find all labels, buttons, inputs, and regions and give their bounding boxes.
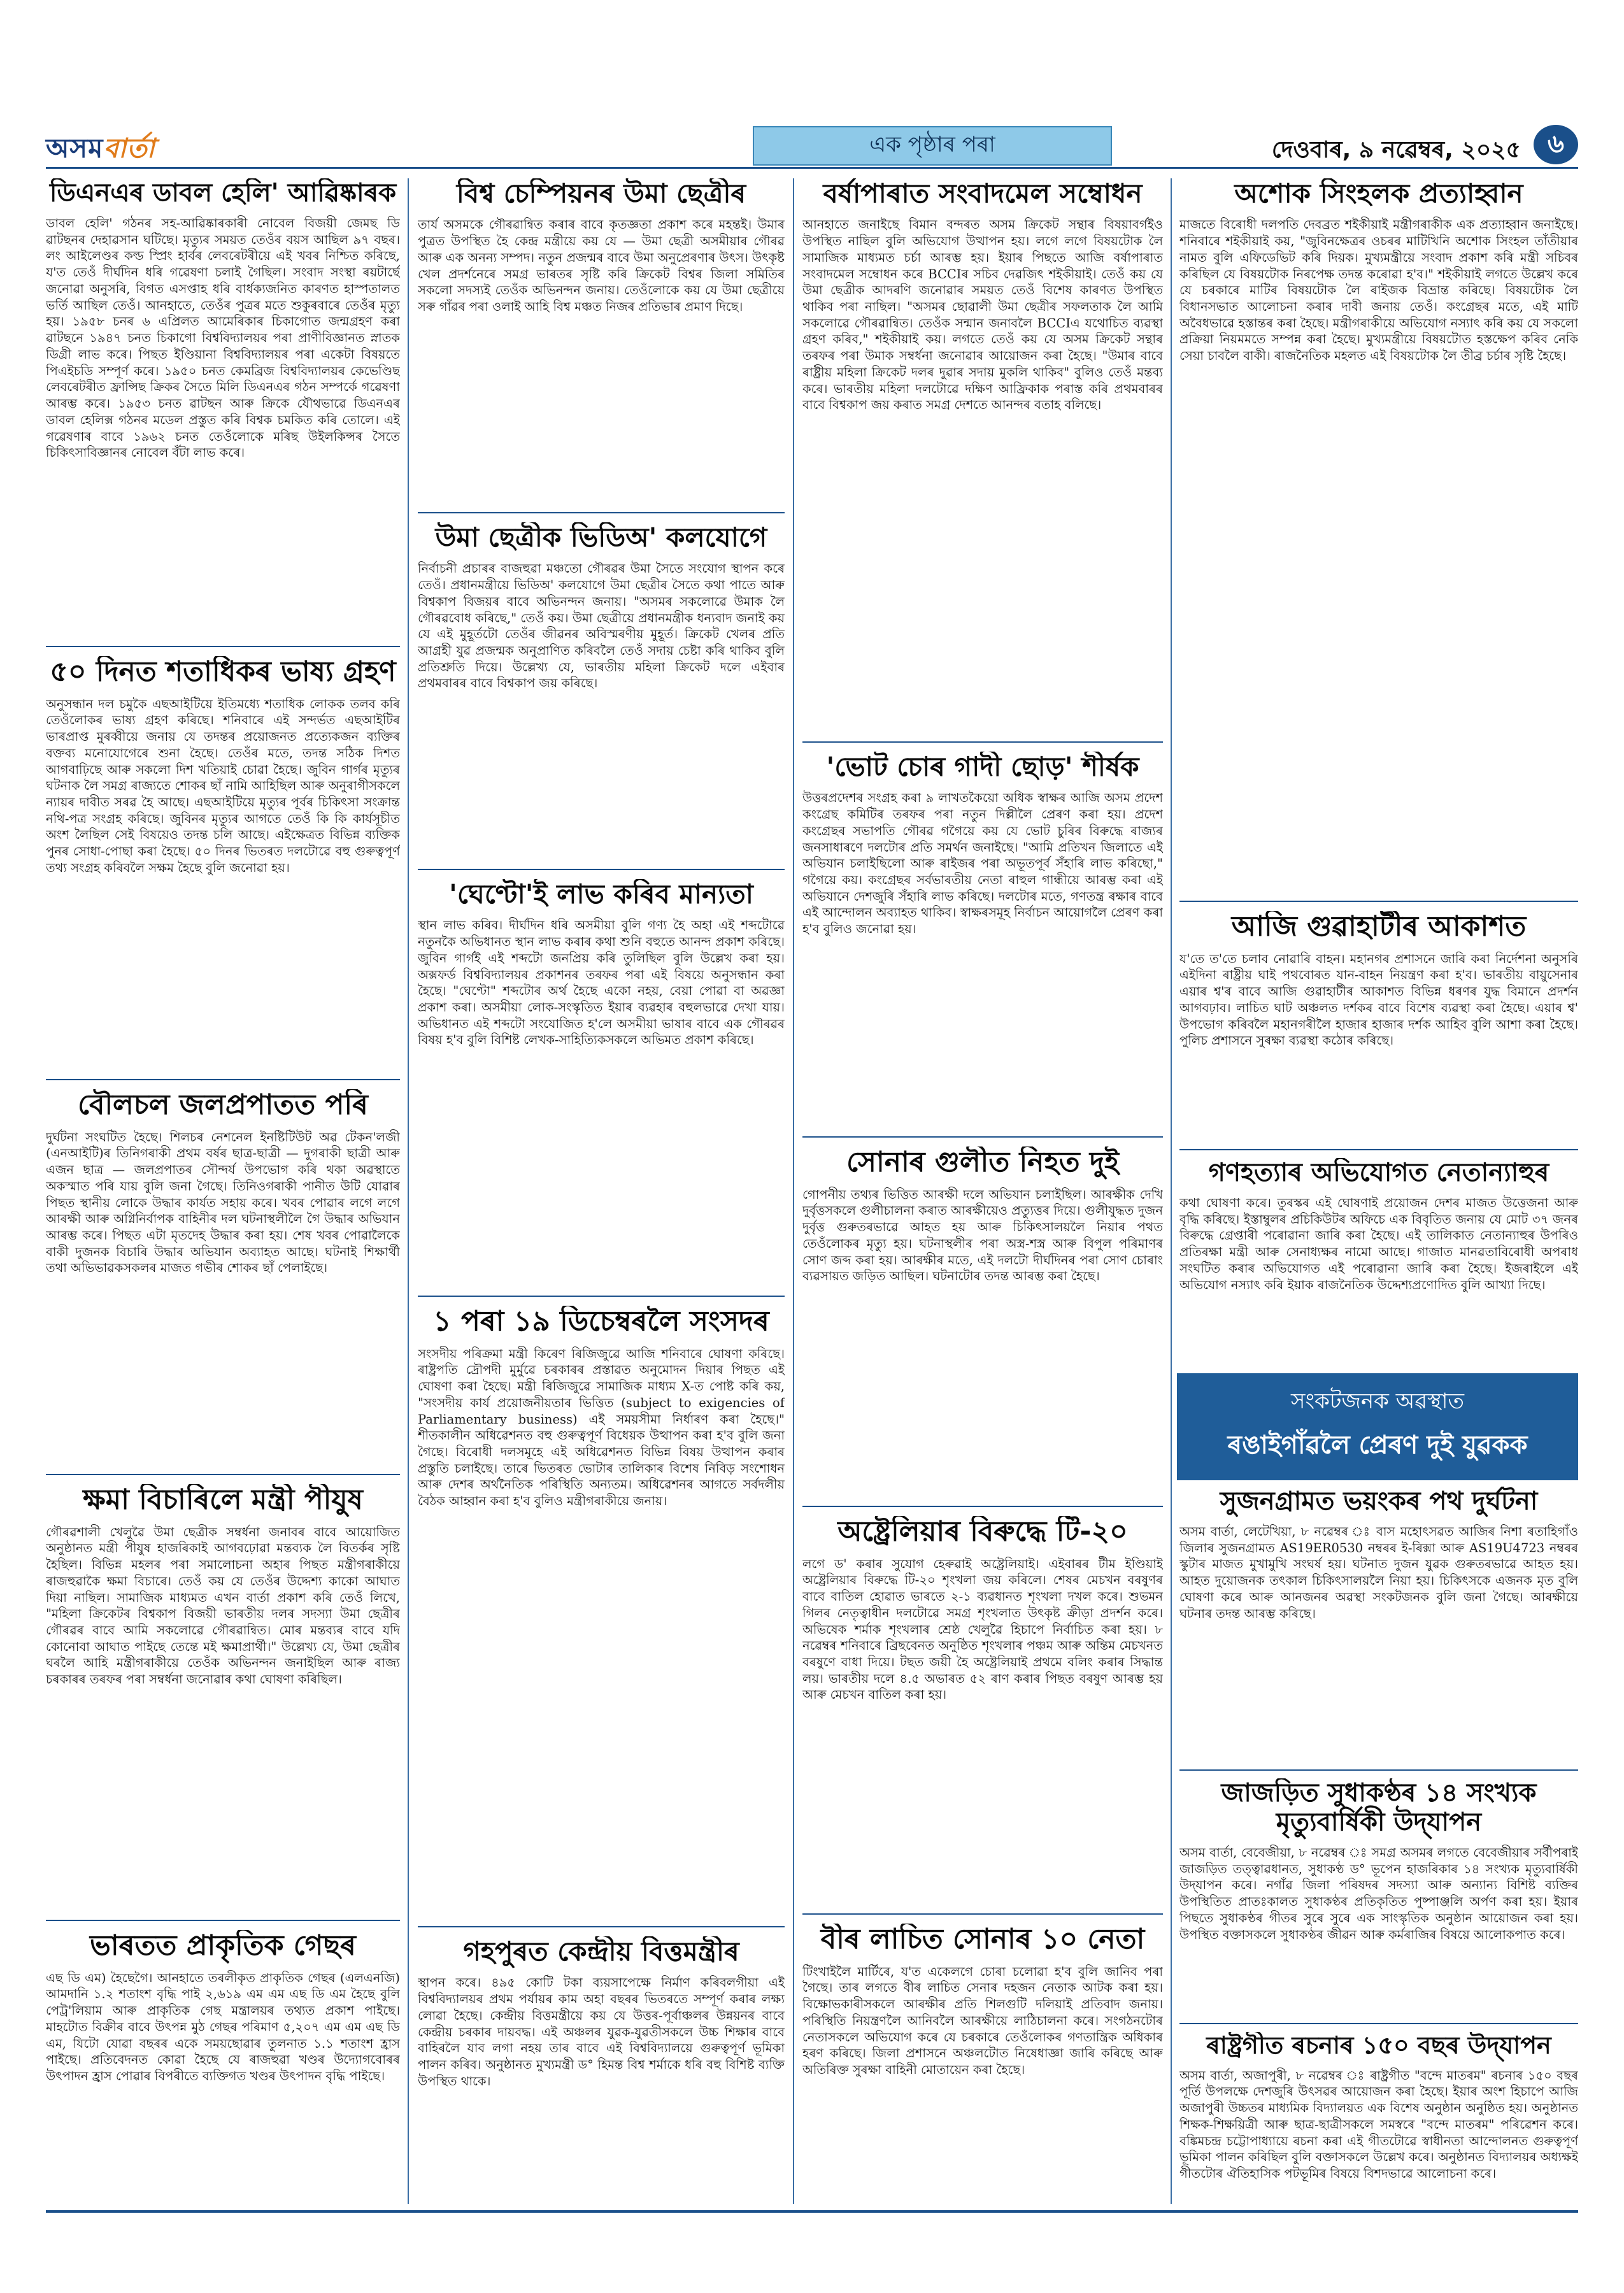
article-ghento — [418, 879, 785, 1293]
footer-rule — [46, 2210, 1578, 2213]
article-body: লগে ড' কৰাৰ সুযোগ হেৰুৱাই অষ্ট্ৰেলিয়াই। এইবাৰৰ টীম ইণ্ডিয়াই অষ্ট্ৰেলিয়াৰ বিৰুদ্ধে টি-২০ শৃংখলা জয় কৰিলে। শেষৰ মেচখন বৰষুণৰ বাবে বাতিল হোৱাত ভাৰতে ২-১ ব্যৱধানত শৃংখলা দখল কৰে। শুভমন গিলৰ নেতৃত্বাধীন দলটোৱে সমগ্ৰ শৃংখলাত উৎকৃষ্ট ক্ৰীড়া প্ৰদৰ্শন কৰে। অভিষেক শৰ্মাক শৃংখলাৰ শ্ৰেষ্ঠ খেলুৱৈ হিচাপে নিৰ্বাচিত কৰা হয়। ৮ নৱেম্বৰ শনিবাৰে ব্ৰিছবেনত অনুষ্ঠিত শৃংখলাৰ পঞ্চম আৰু অন্তিম মেচখনত বৰষুণে বাধা দিয়ে। টছত জয়ী হৈ অষ্ট্ৰেলিয়াই প্ৰথমে বলিং কৰাৰ সিদ্ধান্ত লয়। ভাৰতীয় দলে ৪.৫ অভাৰত ৫২ ৰাণ কৰাৰ পিছত বৰষুণ আৰম্ভ হয় আৰু মেচখন বাতিল কৰা হয়। — [802, 1556, 1163, 1703]
column-divider — [793, 178, 794, 2204]
headline: সুজনগ্ৰামত ভয়ংকৰ পথ দুৰ্ঘটনা — [1220, 1487, 1538, 1516]
logo-main: অসম — [46, 132, 104, 164]
section-divider — [46, 646, 400, 647]
article-press-conference — [802, 178, 1163, 739]
article-body: গৌৰৱশালী খেলুৱৈ উমা ছেত্ৰীক সম্বৰ্ধনা জনাবৰ বাবে আয়োজিত অনুষ্ঠানত মন্ত্ৰী পীযুষ হাজৰিকাই আগবঢ়োৱা মন্তব্যক লৈ বিতৰ্কৰ সৃষ্টি হৈছিল। বিভিন্ন মহলৰ পৰা সমালোচনা অহাৰ পিছত মন্ত্ৰীগৰাকীয়ে ৰাজহুৱাকৈ ক্ষমা বিচাৰে। তেওঁ কয় যে তেওঁৰ উদ্দেশ্য কাকো আঘাত দিয়া নাছিল। সামাজিক মাধ্যমত এখন বাৰ্তা প্ৰকাশ কৰি তেওঁ লিখে, "মহিলা ক্ৰিকেটৰ বিশ্বকাপ বিজয়ী ভাৰতীয় দলৰ সদস্যা উমা ছেত্ৰীৰ গৌৰৱৰ বাবে আমি সকলোৱে গৌৰৱান্বিত। মোৰ মন্তব্যৰ বাবে যদি কোনোবা আঘাত পাইছে তেন্তে মই ক্ষমাপ্ৰাৰ্থী।" উল্লেখ্য যে, উমা ছেত্ৰীৰ ঘৰলৈ আহি মন্ত্ৰীগৰাকীয়ে তেওঁক অভিনন্দন জনাইছিল আৰু ৰাজ্য চৰকাৰৰ তৰফৰ পৰা সম্বৰ্ধনা জনোৱাৰ কথা ঘোষণা কৰিছিল। — [46, 1524, 400, 1687]
headline: ৫০ দিনত শতাধিকৰ ভাষ্য গ্ৰহণ — [50, 656, 396, 688]
highlight-banner — [1177, 1373, 1578, 1480]
article-body: গোপনীয় তথ্যৰ ভিত্তিত আৰক্ষী দলে অভিযান চলাইছিল। আৰক্ষীক দেখি দুৰ্বৃত্তসকলে গুলীচালনা কৰাত আৰক্ষীয়েও প্ৰত্যুত্তৰ দিয়ে। গুলীযুদ্ধত দুজন দুৰ্বৃত্ত গুৰুতৰভাৱে আহত হয় আৰু চিকিৎসালয়লৈ নিয়াৰ পথত তেওঁলোকৰ মৃত্যু হয়। ঘটনাস্থলীৰ পৰা অস্ত্ৰ-শস্ত্ৰ আৰু বিপুল পৰিমাণৰ সোণ জব্দ কৰা হয়। আৰক্ষীৰ মতে, এই দলটো দীৰ্ঘদিনৰ পৰা সোণ চোৰাং ব্যৱসায়ত জড়িত আছিল। ঘটনাটোৰ তদন্ত আৰম্ভ কৰা হৈছে। — [802, 1187, 1163, 1284]
article-national-anthem — [1179, 2032, 1578, 2204]
page-number: ৬ — [1534, 125, 1578, 164]
article-dna — [46, 178, 400, 643]
headline: সোনাৰ গুলীত নিহত দুই — [846, 1146, 1119, 1178]
article-uma-video-call — [418, 522, 785, 866]
article-body: তাৰ্য অসমকে গৌৰৱান্বিত কৰাৰ বাবে কৃতজ্ঞতা প্ৰকাশ কৰে মহন্তই। উমাৰ পুত্ৰত উপস্থিত হৈ কেন্দ্ৰ মন্ত্ৰীয়ে কয় যে — উমা ছেত্ৰী অসমীয়াৰ গৌৰৱ আৰু এক অনন্য সম্পদ। নতুন প্ৰজন্মৰ বাবে উমা অনুপ্ৰেৰণাৰ উৎস। উৎকৃষ্ট খেল প্ৰদৰ্শনেৰে সমগ্ৰ ভাৰতৰ সৃষ্টি কৰি ক্ৰিকেট বিশ্বৰ জিলা সমিতিৰ সকলো সদস্যই তেওঁক অভিনন্দন জনায়। তেওঁলোকে কয় যে উমা ছেত্ৰীয়ে সৰু গাঁৱৰ পৰা ওলাই আহি বিশ্ব মঞ্চত নিজৰ প্ৰতিভাৰ প্ৰমাণ দিছে। — [418, 217, 785, 314]
headline: আজি গুৱাহাটীৰ আকাশত — [1231, 911, 1527, 943]
article-body: য'তে ত'তে চলাব নোৱাৰি বাহন। মহানগৰ প্ৰশাসনে জাৰি কৰা নিৰ্দেশনা অনুসৰি এইদিনা ৰাষ্ট্ৰীয় ঘাই পথবোৰত যান-বাহন নিয়ন্ত্ৰণ কৰা হ'ব। ভাৰতীয় বায়ুসেনাৰ এয়াৰ শ্ব'ৰ বাবে আজি গুৱাহাটীৰ আকাশত বিভিন্ন ধৰণৰ যুদ্ধ বিমানে প্ৰদৰ্শন আগবঢ়াব। লাচিত ঘাট অঞ্চলত দৰ্শকৰ বাবে বিশেষ ব্যৱস্থা কৰা হৈছে। এয়াৰ শ্ব' উপভোগ কৰিবলৈ মহানগৰীলৈ হাজাৰ হাজাৰ দৰ্শক আহিব বুলি আশা কৰা হৈছে। পুলিচ প্ৰশাসনে সুৰক্ষা ব্যৱস্থা কঠোৰ কৰিছে। — [1179, 951, 1578, 1048]
article-body: স্থান লাভ কৰিব। দীৰ্ঘদিন ধৰি অসমীয়া বুলি গণ্য হৈ অহা এই শব্দটোৱে নতুনকৈ অভিধানত স্থান লাভ কৰাৰ কথা শুনি বহুতে আনন্দ প্ৰকাশ কৰিছে। জুবিন গাৰ্গই এই শব্দটো জনপ্ৰিয় কৰি তুলিছিল বুলি উল্লেখ কৰা হয়। অক্সফৰ্ড বিশ্ববিদ্যালয়ৰ প্ৰকাশনৰ তৰফৰ পৰা এই বিষয়ে অনুসন্ধান কৰা হৈছে। "ঘেণ্টো" শব্দটোৰ অৰ্থ হৈছে একো নহয়, বেয়া পোৱা বা অৱজ্ঞা প্ৰকাশ কৰা। অসমীয়া লোক-সংস্কৃতিত ইয়াৰ ব্যৱহাৰ বহুলভাৱে দেখা যায়। অভিধানত এই শব্দটো সংযোজিত হ'লে অসমীয়া ভাষাৰ বাবে এক গৌৰৱৰ বিষয় হ'ব বুলি বিশিষ্ট লেখক-সাহিত্যিকসকলে অভিমত প্ৰকাশ কৰিছে। — [418, 918, 785, 1048]
section-divider — [802, 1136, 1163, 1138]
article-body: মাজতে বিৰোধী দলপতি দেবব্ৰত শইকীয়াই মন্ত্ৰীগৰাকীক এক প্ৰত্যাহ্বান জনাইছে। শনিবাৰে শইকীয়াই কয়, "জুবিনক্ষেত্ৰৰ ওচৰৰ মাটিখিনি অশোক সিংহল তাঁতীয়াৰ নামত বুলি এফিডেভিট কৰি দিয়ক। মুখ্যমন্ত্ৰীয়ে সংবাদ প্ৰকাশ কৰি মন্ত্ৰী সচিবৰ কৰিছিল যে বিষয়টোক নিৰপেক্ষ তদন্ত কৰোৱা হ'ব।" শইকীয়াই লগতে উল্লেখ কৰে যে চৰকাৰে মাটিৰ বিষয়টোক লৈ ৰাইজক বিভ্ৰান্ত কৰিছে। বিষয়টোক লৈ বিধানসভাত আলোচনা কৰাৰ দাবী জনায় তেওঁ। কংগ্ৰেছৰ মতে, এই মাটি অবৈধভাৱে হস্তান্তৰ কৰা হৈছে। মন্ত্ৰীগৰাকীয়ে অভিযোগ নস্যাৎ কৰি কয় যে সকলো প্ৰক্ৰিয়া নিয়মমতে সম্পন্ন কৰা হৈছে। মুখ্যমন্ত্ৰীয়ে বিষয়টোত হস্তক্ষেপ কৰিব নেকি সেয়া চাবলৈ বাকী। ৰাজনৈতিক মহলত এই বিষয়টোক লৈ তীব্ৰ চৰ্চাৰ সৃষ্টি হৈছে। — [1179, 217, 1578, 364]
article-finance-minister — [418, 1936, 785, 2204]
article-sudhakantha — [1179, 1778, 1578, 2020]
article-body: অনুসন্ধান দল চমুকৈ এছআইটিয়ে ইতিমধ্যে শতাধিক লোকক তলব কৰি তেওঁলোকৰ ভাষ্য গ্ৰহণ কৰিছে। শনিবাৰে এই সন্দৰ্ভত এছআইটিৰ ভাৰপ্ৰাপ্ত মুৰব্বীয়ে জনায় যে তদন্তৰ প্ৰয়োজনত প্ৰত্যেকজন ব্যক্তিৰ বক্তব্য মনোযোগেৰে শুনা হৈছে। তেওঁৰ মতে, তদন্ত সঠিক দিশত আগবাঢ়িছে আৰু সকলো দিশ খতিয়াই চোৱা হৈছে। জুবিন গাৰ্গৰ মৃত্যুৰ ঘটনাক লৈ সমগ্ৰ ৰাজ্যতে শোকৰ ছাঁ নামি আহিছিল আৰু অনুৰাগীসকলে ন্যায়ৰ দাবীত সৰৱ হৈ আছে। এছআইটিয়ে মৃত্যুৰ পূৰ্বৰ চিকিৎসা সংক্ৰান্ত নথি-পত্ৰ সংগ্ৰহ কৰিছে। জুবিনৰ মৃত্যুৰ আগতে তেওঁ কি কি কাৰ্যসূচীত অংশ লৈছিল সেই বিষয়েও তদন্ত চলি আছে। এইক্ষেত্ৰত বিভিন্ন ব্যক্তিক পুনৰ সোধা-পোছা কৰা হৈছে। ৫০ দিনৰ ভিতৰত দলটোৱে বহু গুৰুত্বপূৰ্ণ তথ্য সংগ্ৰহ কৰিবলৈ সক্ষম হৈছে বুলি জনোৱা হয়। — [46, 696, 400, 875]
section-divider — [418, 512, 785, 513]
section-divider — [418, 869, 785, 870]
article-body: কথা ঘোষণা কৰে। তুৰস্কৰ এই ঘোষণাই প্ৰয়োজন দেশৰ মাজত উত্তেজনা আৰু বৃদ্ধি কৰিছে। ইস্তাম্বুলৰ প্ৰচিকিউটৰ অফিচে এক বিবৃতিত জনায় যে মোট ৩৭ জনৰ বিৰুদ্ধে গ্ৰেপ্তাৰী পৰোৱানা জাৰি কৰা হৈছে। এই তালিকাত নেতান্যাহুৰ উপৰিও প্ৰতিৰক্ষা মন্ত্ৰী আৰু সেনাধ্যক্ষৰ নামো আছে। গাজাত মানৱতাবিৰোধী অপৰাধ সংঘটিত কৰাৰ অভিযোগত এই পৰোৱানা জাৰি কৰা হৈছে। ইজৰাইলে এই অভিযোগ নস্যাৎ কৰি ইয়াক ৰাজনৈতিক উদ্দেশ্যপ্ৰণোদিত বুলি আখ্যা দিছে। — [1179, 1196, 1578, 1292]
headline: ক্ষমা বিচাৰিলে মন্ত্ৰী পীযুষ — [83, 1484, 363, 1516]
article-uma-world-champion — [418, 178, 785, 510]
article-body: দুৰ্ঘটনা সংঘটিত হৈছে। শিলচৰ নেশনেল ইনষ্টিটিউট অৱ টেকন'লজী (এনআইটি)ৰ তিনিগৰাকী প্ৰথম বৰ্ষৰ ছাত্ৰ-ছাত্ৰী — দুগৰাকী ছাত্ৰী আৰু এজন ছাত্ৰ — জলপ্ৰপাতৰ সৌন্দৰ্য উপভোগ কৰি থকা অৱস্থাতে অকস্মাত পৰি যায় বুলি জনা গৈছে। তিনিওগৰাকী পানীত উটি যোৱাৰ পিছত স্থানীয় লোকে উদ্ধাৰ কাৰ্যত সহায় কৰে। খবৰ পোৱাৰ লগে লগে আৰক্ষী আৰু অগ্নিনিৰ্বাপক বাহিনীৰ দল ঘটনাস্থলীলৈ গৈ উদ্ধাৰ অভিযান আৰম্ভ কৰে। পিছত এটা মৃতদেহ উদ্ধাৰ কৰা হয়। শেষ খবৰ পোৱালৈকে বাকী দুজনক বিচাৰি উদ্ধাৰ অভিযান অব্যাহত আছে। ঘটনাই শিক্ষাৰ্থী তথা অভিভাৱকসকলৰ মাজত গভীৰ শোকৰ ছাঁ পেলাইছে। — [46, 1129, 400, 1276]
page-date: দেওবাৰ, ৯ নৱেম্বৰ, ২০২৫ — [1271, 137, 1521, 163]
article-waterfall — [46, 1089, 400, 1471]
headline: ১ পৰা ১৯ ডিচেম্বৰলৈ সংসদৰ — [433, 1306, 769, 1338]
section-divider — [802, 1913, 1163, 1915]
headline: বিশ্ব চেম্পিয়নৰ উমা ছেত্ৰীৰ — [456, 178, 746, 209]
article-australia-t20 — [802, 1516, 1163, 1911]
article-fifty-days — [46, 656, 400, 1076]
section-divider — [1179, 1149, 1578, 1150]
section-divider — [46, 1920, 400, 1921]
column-divider — [1171, 178, 1172, 2204]
headline: অষ্ট্ৰেলিয়াৰ বিৰুদ্ধে টি-২০ — [837, 1516, 1128, 1548]
article-guwahati-sky — [1179, 911, 1578, 1146]
headline: বৌলচল জলপ্ৰপাতত পৰি — [78, 1089, 368, 1121]
headline: ৰাষ্ট্ৰগীত ৰচনাৰ ১৫০ বছৰ উদ্‌যাপন — [1206, 2032, 1551, 2059]
section-divider — [46, 1079, 400, 1080]
banner-line-1: সংকটজনক অৱস্থাত — [1291, 1389, 1464, 1414]
article-body: উত্তৰপ্ৰদেশৰ সংগ্ৰহ কৰা ৯ লাখতকৈয়ো অধিক স্বাক্ষৰ আজি অসম প্ৰদেশ কংগ্ৰেছ কমিটিৰ তৰফৰ পৰা নতুন দিল্লীলৈ প্ৰেৰণ কৰা হয়। প্ৰদেশ কংগ্ৰেছৰ সভাপতি গৌৰৱ গগৈয়ে কয় যে ভোট চুৰিৰ বিৰুদ্ধে ৰাজ্যৰ জনসাধাৰণে দলটোৰ প্ৰতি সমৰ্থন জনাইছে। "আমি প্ৰতিখন জিলাতে এই অভিযান চলাইছিলো আৰু ৰাইজৰ পৰা অভূতপূৰ্ব সঁহাৰি লাভ কৰিছো," গগৈয়ে কয়। কংগ্ৰেছৰ সৰ্বভাৰতীয় নেতা ৰাহুল গান্ধীয়ে আৰম্ভ কৰা এই অভিযানে দেশজুৰি সঁহাৰি লাভ কৰিছে। দলটোৰ মতে, গণতন্ত্ৰ ৰক্ষাৰ বাবে এই আন্দোলন অব্যাহত থাকিব। স্বাক্ষৰসমূহ নিৰ্বাচন আয়োগলৈ প্ৰেৰণ কৰা হ'ব বুলিও জনোৱা হয়। — [802, 790, 1163, 937]
headline: গণহত্যাৰ অভিযোগত নেতান্যাহুৰ — [1208, 1158, 1549, 1187]
article-body: অসম বাৰ্তা, লেটেখিয়া, ৮ নৱেম্বৰ ঃ বাস মহোৎসৱত আজিৰ নিশা ৰতাহিগাঁও জিলাৰ সুজনগ্ৰামত AS19ER0530 নম্বৰৰ ই-ৰিক্সা আৰু AS19U4723 নম্বৰৰ স্কুটাৰ মাজত মুখামুখি সংঘৰ্ষ হয়। ঘটনাত দুজন যুৱক গুৰুতৰভাৱে আহত হয়। আহত দুয়োজনক তৎকাল চিকিৎসালয়লৈ নিয়া হয়। চিকিৎসকে এজনক মৃত বুলি ঘোষণা কৰে আৰু আনজনৰ অৱস্থা সংকটজনক বুলি জনা গৈছে। আৰক্ষীয়ে ঘটনাৰ তদন্ত আৰম্ভ কৰিছে। — [1179, 1524, 1578, 1621]
section-divider — [46, 1474, 400, 1475]
masthead — [46, 125, 1578, 169]
article-body: ডাবল হেলি' গঠনৰ সহ-আৱিষ্কাৰকাৰী নোবেল বিজয়ী জেমছ ডি ৱাটছনৰ দেহাৱসান ঘটিছে। মৃত্যুৰ সময়ত তেওঁৰ বয়স আছিল ৯৭ বছৰ। লং আইলেণ্ডৰ কল্ড স্প্ৰিং হাৰ্বৰ লেবৰেটৰীয়ে এই খবৰ নিশ্চিত কৰিছে, য'ত তেওঁ দীৰ্ঘদিন ধৰি গৱেষণা চলাই গৈছিল। সংবাদ সংস্থা ৰয়টাৰ্ছে জনোৱা অনুসৰি, বিগত এসপ্তাহ ধৰি বাৰ্ধক্যজনিত কাৰণত হাস্পতালত ভৰ্তি আছিল তেওঁ। আনহাতে, তেওঁৰ পুত্ৰৰ মতে শুকুৰবাৰে তেওঁৰ মৃত্যু হয়। ১৯৫৮ চনৰ ৬ এপ্ৰিলত আমেৰিকাৰ চিকাগোত জন্মগ্ৰহণ কৰা ৱাটছনে ১৯৪৭ চনত চিকাগো বিশ্ববিদ্যালয়ৰ পৰা প্ৰাণীবিজ্ঞানত স্নাতক ডিগ্ৰী লাভ কৰে। পিছত ইণ্ডিয়ানা বিশ্ববিদ্যালয়ৰ পৰা একেটা বিষয়তে পিএইচডি সম্পূৰ্ণ কৰে। ১৯৫০ চনত কেমব্ৰিজ বিশ্ববিদ্যালয়ৰ কেভেণ্ডিছ লেবৰেটৰীত ফ্ৰান্সিছ ক্ৰিকৰ সৈতে মিলি ডিএনএৰ গঠন সম্পৰ্কে গৱেষণা আৰম্ভ কৰে। ১৯৫৩ চনত ৱাটছন আৰু ক্ৰিকে যৌথভাৱে ডিএনএৰ ডাবল হেলিক্স গঠনৰ মডেল প্ৰস্তুত কৰি বিশ্বক চমকিত কৰি তোলে। এই গৱেষণাৰ বাবে ১৯৬২ চনত তেওঁলোকে মৰিছ উইলকিন্সৰ সৈতে চিকিৎসাবিজ্ঞানৰ নোবেল বঁটা লাভ কৰে। — [46, 216, 400, 461]
headline: উমা ছেত্ৰীক ভিডিঅ' কলযোগে — [435, 522, 767, 553]
article-body: নিৰ্বাচনী প্ৰচাৰৰ বাজহুৱা মঞ্চতো গৌৰৱৰ উমা সৈতে সংযোগ স্থাপন কৰে তেওঁ। প্ৰধানমন্ত্ৰীয়ে ভিডিঅ' কলযোগে উমা ছেত্ৰীৰ সৈতে কথা পাতে আৰু বিশ্বকাপ বিজয়ৰ বাবে অভিনন্দন জনায়। "অসমৰ সকলোৱে উমাক লৈ গৌৰৱবোধ কৰিছে," তেওঁ কয়। উমা ছেত্ৰীয়ে প্ৰধানমন্ত্ৰীক ধন্যবাদ জনাই কয় যে এই মুহূৰ্তটো তেওঁৰ জীৱনৰ অবিস্মৰণীয় মুহূৰ্ত। ক্ৰিকেট খেলৰ প্ৰতি আগ্ৰহী যুৱ প্ৰজন্মক অনুপ্ৰাণিত কৰিবলৈ তেওঁ সদায় চেষ্টা কৰি থাকিব বুলি প্ৰতিশ্ৰুতি দিয়ে। উল্লেখ্য যে, ভাৰতীয় মহিলা ক্ৰিকেট দলে এইবাৰ প্ৰথমবাৰৰ বাবে বিশ্বকাপ জয় কৰিছে। — [418, 561, 785, 691]
continued-from-front-tag: এক পৃষ্ঠাৰ পৰা — [753, 126, 1112, 166]
headline: বৰ্ষাপাৰাত সংবাদমেল সম্বোধন — [823, 178, 1143, 209]
article-parliament-session — [418, 1306, 785, 1924]
newspaper-logo — [46, 127, 237, 162]
article-lachit-sena — [802, 1924, 1163, 2204]
headline: ডিএনএৰ ডাবল হেলি' আৱিষ্কাৰক — [49, 178, 397, 208]
article-gold-bullet — [802, 1146, 1163, 1503]
section-divider — [418, 1296, 785, 1297]
headline: 'ঘেণ্টো'ই লাভ কৰিব মান্যতা — [449, 879, 753, 910]
article-vote-thief — [802, 752, 1163, 1134]
section-divider — [802, 741, 1163, 743]
article-road-accident — [1179, 1487, 1578, 1767]
logo-accent: বাৰ্তা — [103, 132, 155, 164]
section-divider — [802, 1506, 1163, 1507]
article-body: স্থাপন কৰে। ৪৯৫ কোটি টকা ব্যয়সাপেক্ষে নিৰ্মাণ কৰিবলগীয়া এই বিশ্ববিদ্যালয়ৰ প্ৰথম পৰ্যায়ৰ কাম অহা বছৰৰ ভিতৰতে সম্পূৰ্ণ কৰাৰ লক্ষ্য লোৱা হৈছে। কেন্দ্ৰীয় বিত্তমন্ত্ৰীয়ে কয় যে উত্তৰ-পূৰ্বাঞ্চলৰ উন্নয়নৰ বাবে কেন্দ্ৰীয় চৰকাৰ দায়বদ্ধ। এই অঞ্চলৰ যুৱক-যুৱতীসকলে উচ্চ শিক্ষাৰ বাবে বাহিৰলৈ যাব লগা নহয় তাৰ বাবে এই বিশ্ববিদ্যালয়ে গুৰুত্বপূৰ্ণ ভূমিকা পালন কৰিব। অনুষ্ঠানত মুখ্যমন্ত্ৰী ড° হিমন্ত বিশ্ব শৰ্মাকে ধৰি বহু বিশিষ্ট ব্যক্তি উপস্থিত থাকে। — [418, 1975, 785, 2089]
section-divider — [418, 1926, 785, 1927]
headline: গহপুৰত কেন্দ্ৰীয় বিত্তমন্ত্ৰীৰ — [463, 1936, 739, 1967]
article-minister-apology — [46, 1484, 400, 1917]
article-body: অসম বাৰ্তা, বেবেজীয়া, ৮ নৱেম্বৰ ঃ সমগ্ৰ অসমৰ লগতে বেবেজীয়াৰ সৰ্বীপৰাই জাজড়িত তত্ত্বাৱধানত, সুধাকণ্ঠ ড° ভূপেন হাজৰিকাৰ ১৪ সংখ্যক মৃত্যুবাৰ্ষিকী উদ্‌যাপন কৰে। নগাঁৱ জিলা পৰিষদৰ সদস্যা আৰু অন্যান্য বিশিষ্ট ব্যক্তিৰ উপস্থিতিত প্ৰাতঃকালত সুধাকণ্ঠৰ প্ৰতিকৃতিত পুষ্পাঞ্জলি অৰ্পণ কৰা হয়। ইয়াৰ পিছতে সুধাকণ্ঠৰ গীতৰ সুৰে সুৰে এক সাংস্কৃতিক অনুষ্ঠান আয়োজন কৰা হয়। উপস্থিত বক্তাসকলে সুধাকণ্ঠৰ জীৱন আৰু কৰ্মৰাজিৰ বিষয়ে আলোকপাত কৰে। — [1179, 1845, 1578, 1942]
article-body: সংসদীয় পৰিক্ৰমা মন্ত্ৰী কিৰেণ ৰিজিজুৱে আজি শনিবাৰে ঘোষণা কৰিছে। ৰাষ্ট্ৰপতি দ্ৰৌপদী মুৰ্মুৱে চৰকাৰৰ প্ৰস্তাৱত অনুমোদন দিয়াৰ পিছত এই ঘোষণা কৰা হৈছে। মন্ত্ৰী ৰিজিজুৱে সামাজিক মাধ্যম X-ত পোষ্ট কৰি কয়, "সংসদীয় কাৰ্য প্ৰয়োজনীয়তাৰ ভিত্তিত (subject to exigencies of Parliamentary business) এই সময়সীমা নিৰ্ধাৰণ কৰা হৈছে।" শীতকালীন অধিৱেশনত বহু গুৰুত্বপূৰ্ণ বিধেয়ক উত্থাপন কৰা হ'ব বুলি জনা গৈছে। বিৰোধী দলসমূহে এই অধিৱেশনত বিভিন্ন বিষয় উত্থাপন কৰাৰ প্ৰস্তুতি চলাইছে। তাৰে ভিতৰত ভোটাৰ তালিকাৰ বিশেষ নিবিড় সংশোধন আৰু দেশৰ অৰ্থনৈতিক পৰিস্থিতি অন্যতম। অধিৱেশনৰ আগতে সৰ্বদলীয় বৈঠক আহ্বান কৰা হ'ব বুলিও মন্ত্ৰীগৰাকীয়ে জনায়। — [418, 1346, 785, 1509]
banner-line-2: ৰঙাইগাঁৱলৈ প্ৰেৰণ দুই যুৱকক — [1227, 1431, 1528, 1460]
article-netanyahu — [1179, 1158, 1578, 1368]
headline: ভাৰতত প্ৰাকৃতিক গেছৰ — [90, 1930, 356, 1962]
section-divider — [1179, 2023, 1578, 2024]
section-divider — [1179, 1769, 1578, 1771]
headline: অশোক সিংহলক প্ৰত্যাহ্বান — [1234, 178, 1523, 209]
article-body: অসম বাৰ্তা, অজাপুৰী, ৮ নৱেম্বৰ ঃ ৰাষ্ট্ৰগীত "বন্দে মাতৰম" ৰচনাৰ ১৫০ বছৰ পূৰ্তি উপলক্ষে দেশজুৰি উৎসৱৰ আয়োজন কৰা হৈছে। ইয়াৰ অংশ হিচাপে আজি অজাপুৰী উচ্চতৰ মাধ্যমিক বিদ্যালয়ত এক বিশেষ অনুষ্ঠান অনুষ্ঠিত হয়। অনুষ্ঠানত শিক্ষক-শিক্ষয়িত্ৰী আৰু ছাত্ৰ-ছাত্ৰীসকলে সমস্বৰে "বন্দে মাতৰম" পৰিৱেশন কৰে। বঙ্কিমচন্দ্ৰ চট্টোপাধ্যায়ে ৰচনা কৰা এই গীতটোৱে স্বাধীনতা আন্দোলনত গুৰুত্বপূৰ্ণ ভূমিকা পালন কৰিছিল বুলি বক্তাসকলে উল্লেখ কৰে। অনুষ্ঠানত বিদ্যালয়ৰ অধ্যক্ষই গীতটোৰ ঐতিহাসিক পটভূমিৰ বিষয়ে বিশদভাৱে আলোচনা কৰে। — [1179, 2068, 1578, 2182]
section-divider — [1179, 901, 1578, 902]
article-body: টিংখাইলৈ মাৰ্টিৰে, য'ত একেলগে চোৰা চলোৱা হ'ব বুলি জানিব পৰা গৈছে। তাৰ লগতে বীৰ লাচিত সেনাৰ দহজন নেতাক আটক কৰা হয়। বিক্ষোভকাৰীসকলে আৰক্ষীৰ প্ৰতি শিলগুটি দলিয়াই প্ৰতিবাদ জনায়। পৰিস্থিতি নিয়ন্ত্ৰণলৈ আনিবলৈ আৰক্ষীয়ে লাঠিচালনা কৰে। সংগঠনটোৰ নেতাসকলে অভিযোগ কৰে যে চৰকাৰে তেওঁলোকৰ গণতান্ত্ৰিক অধিকাৰ হৰণ কৰিছে। জিলা প্ৰশাসনে অঞ্চলটোত নিষেধাজ্ঞা জাৰি কৰিছে আৰু অতিৰিক্ত সুৰক্ষা বাহিনী মোতায়েন কৰা হৈছে। — [802, 1964, 1163, 2077]
article-ashok-singhal — [1179, 178, 1578, 898]
headline: জাজড়িত সুধাকণ্ঠৰ ১৪ সংখ্যক মৃত্যুবাৰ্ষিকী উদ্‌যাপন — [1221, 1778, 1537, 1837]
headline: 'ভোট চোৰ গাদী ছোড়' শীৰ্ষক — [826, 752, 1139, 782]
column-divider — [408, 178, 409, 2204]
headline: বীৰ লাচিত সোনাৰ ১০ নেতা — [820, 1924, 1145, 1955]
article-natural-gas — [46, 1930, 400, 2204]
article-body: এছ ডি এম) হৈছেগৈ। আনহাতে তৰলীকৃত প্ৰাকৃতিক গেছৰ (এলএনজি) আমদানি ১.২ শতাংশ বৃদ্ধি পাই ২,৬১৯ এম এম এছ ডি এম হৈছে বুলি পেট্ৰ'লিয়াম আৰু প্ৰাকৃতিক গেছ মন্ত্ৰালয়ৰ তথ্যত প্ৰকাশ পাইছে। মাহটোত বিক্ৰীৰ বাবে উৎপন্ন মুঠ গেছৰ পৰিমাণ ৫,২০৭ এম এম এছ ডি এম, যিটো যোৱা বছৰৰ একে সময়ছোৱাৰ তুলনাত ১.১ শতাংশ হ্ৰাস পাইছে। প্ৰতিবেদনত কোৱা হৈছে যে ৰাজহুৱা খণ্ডৰ উদ্যোগবোৰৰ উৎপাদন হ্ৰাস পোৱাৰ বিপৰীতে ব্যক্তিগত খণ্ডৰ উৎপাদন বৃদ্ধি পাইছে। — [46, 1970, 400, 2083]
article-body: আনহাতে জনাইছে বিমান বন্দৰত অসম ক্ৰিকেট সন্থাৰ বিষয়াবৰ্গইও উপস্থিত নাছিল বুলি অভিযোগ উত্থাপন হয়। লগে লগে বিষয়টোক লৈ সামাজিক মাধ্যমত চৰ্চা আৰম্ভ হয়। ইয়াৰ পিছতে আজি বৰ্ষাপাৰাত সংবাদমেল সম্বোধন কৰে BCCIৰ সচিব দেৱজিৎ শইকীয়াই। তেওঁ কয় যে উমা ছেত্ৰীক আদৰণি জনোৱাৰ সময়ত তেওঁ বিশেষ কাৰণত উপস্থিত থাকিব পৰা নাছিল। "অসমৰ ছোৱালী উমা ছেত্ৰীৰ সফলতাক লৈ আমি সকলোৱে গৌৰৱান্বিত। তেওঁক সন্মান জনাবলৈ BCCIএ যথোচিত ব্যৱস্থা গ্ৰহণ কৰিব," শইকীয়াই কয়। লগতে তেওঁ কয় যে অসম ক্ৰিকেট সন্থাৰ তৰফৰ পৰা উমাক সম্বৰ্ধনা জনোৱাৰ আয়োজন কৰা হৈছে। "উমাৰ বাবে ৰাষ্ট্ৰীয় মহিলা ক্ৰিকেট দলৰ দুৱাৰ সদায় মুকলি থাকিব" বুলিও তেওঁ মন্তব্য কৰে। ভাৰতীয় মহিলা দলটোৱে দক্ষিণ আফ্ৰিকাক পৰাস্ত কৰি প্ৰথমবাৰৰ বাবে বিশ্বকাপ জয় কৰাত সমগ্ৰ দেশতে আনন্দৰ বতাহ বলিছে। — [802, 217, 1163, 413]
